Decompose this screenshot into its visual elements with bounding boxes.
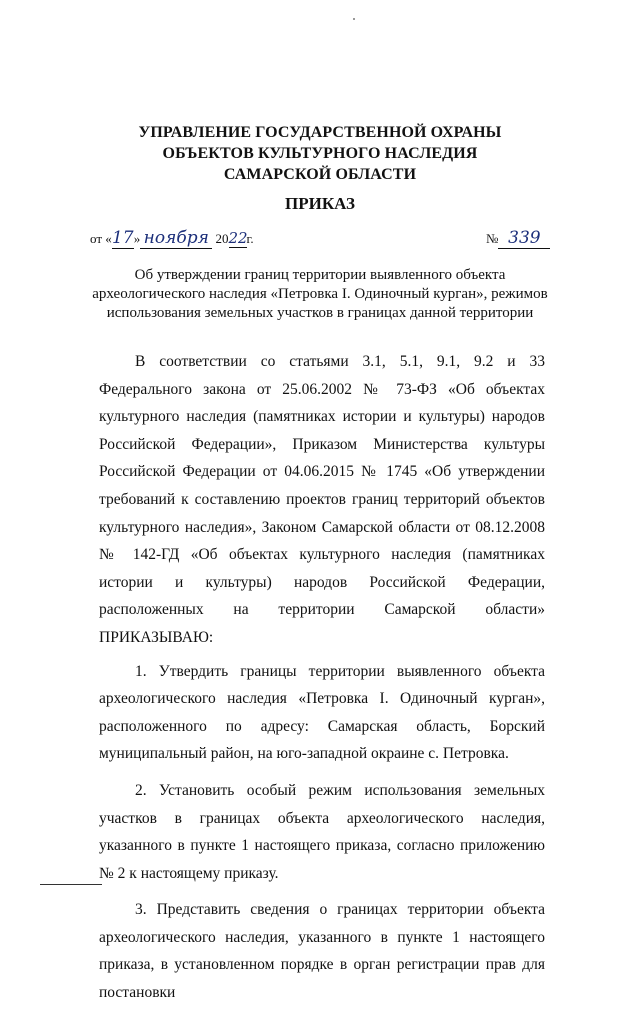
scan-speck xyxy=(353,18,355,20)
order-body xyxy=(99,348,545,1016)
number-value: 339 xyxy=(498,228,550,249)
agency-header xyxy=(0,122,640,185)
header-line-2: ОБЪЕКТОВ КУЛЬТУРНОГО НАСЛЕДИЯ xyxy=(162,145,478,162)
preamble-paragraph: В соответствии со статьями 3.1, 5.1, 9.1, 9.2 и 33 Федерального закона от 25.06.2002 № 73-ФЗ «Об объектах культурного наследия (памятниках истории и культуры) народов Российской Федерации», Приказом Министерства культуры Российской Федерации от 04.06.2015 № 1745 «Об утверждении требований к составлению проектов границ территорий объектов культурного наследия», Законом Самарской области от 08.12.2008 № 142-ГД «Об объектах культурного наследия (памятниках истории и культуры) народов Российской Федерации, расположенных на территории Самарской области» ПРИКАЗЫВАЮ: xyxy=(99,353,545,646)
date-mid: » xyxy=(133,231,141,246)
footnote-divider xyxy=(40,884,102,885)
date-prefix: от « xyxy=(90,231,112,246)
item-3-paragraph: 3. Представить сведения о границах территории объекта археологического наследия, указанного в пункте 1 настоящего приказа, в установленном порядке в орган регистрации прав для постановки xyxy=(99,901,545,1002)
header-line-1: УПРАВЛЕНИЕ ГОСУДАРСТВЕННОЙ ОХРАНЫ xyxy=(138,124,502,141)
date-suffix: г. xyxy=(246,231,254,246)
subject-line-3: использования земельных участков в границах данной территории xyxy=(106,305,534,321)
item-1-paragraph: 1. Утвердить границы территории выявленного объекта археологического наследия «Петровка I. Одиночный курган», расположенного по адресу: Самарская область, Борский муниципальный район, на юго-западной окраине с. Петровка. xyxy=(99,662,545,763)
order-subject xyxy=(80,266,560,323)
header-line-3: САМАРСКОЙ ОБЛАСТИ xyxy=(223,166,417,183)
order-number xyxy=(486,228,550,249)
subject-line-1: Об утверждении границ территории выявленного объекта xyxy=(134,267,506,283)
number-prefix: № xyxy=(486,231,499,246)
date-year-suffix: 22 xyxy=(228,229,248,247)
date-year-prefix: 20 xyxy=(215,231,229,246)
date-day: 17 xyxy=(111,228,134,248)
document-title: ПРИКАЗ xyxy=(285,194,355,213)
date-month: ноября xyxy=(140,228,212,249)
subject-line-2: археологического наследия «Петровка I. Одиночный курган», режимов xyxy=(92,286,548,302)
order-date xyxy=(90,228,254,249)
item-2-paragraph: 2. Установить особый режим использования земельных участков в границах объекта археологического наследия, указанного в пункте 1 настоящего приказа, согласно приложению № 2 к настоящему приказу. xyxy=(99,781,545,882)
